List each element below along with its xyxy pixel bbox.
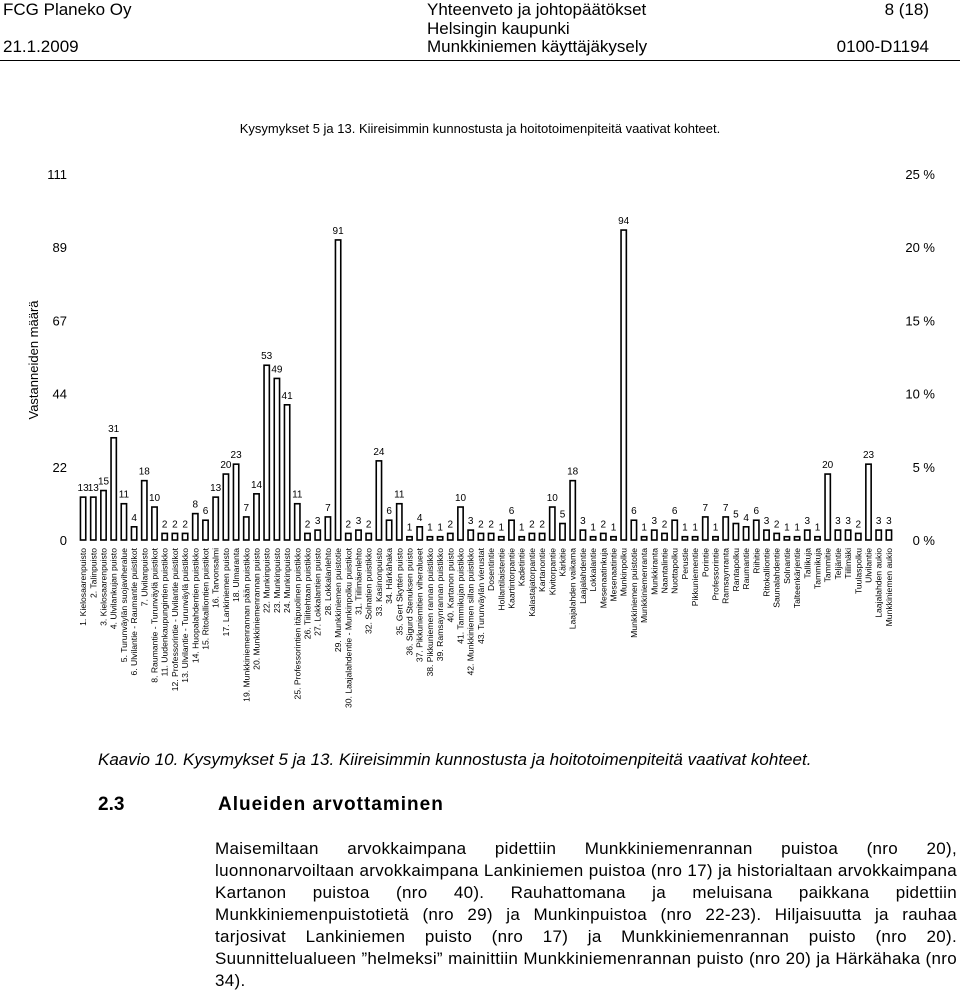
x-tick-label: 19. Munkkiniemenrannan pään puistikko [241,548,252,702]
x-tick-label: Tuulaspolku [853,548,864,595]
x-tick-label: 18. Ulmaranta [231,548,242,602]
x-tick-label: 7. Ulvilanpuisto [139,548,150,607]
bar-value-label: 24 [373,446,385,458]
x-tick-label: 32. Solnatien puistikko [363,548,374,634]
y2-tick-label: 5 % [912,459,935,475]
x-tick-label: Tiilimäki [843,548,854,579]
bar [203,520,208,540]
x-tick-label: Munkinpolku [618,548,629,597]
bar-value-label: 20 [220,460,232,472]
y-tick-label: 111 [47,167,67,182]
bar-value-label: 2 [855,519,862,531]
x-tick-label: Mesenaatintie [608,548,619,602]
bar-value-label: 2 [529,519,535,531]
x-tick-label: 27. Lokkalantien puisto [312,548,323,636]
bar [835,530,840,540]
x-tick-label: Saunalahdentie [771,548,782,608]
bar [794,537,799,540]
bar [550,507,555,540]
bar-value-label: 6 [753,506,760,518]
x-tick-label: 13. Ulvilantie - Turunväylä puistikko [180,548,191,683]
bar-value-label: 3 [355,516,362,528]
y2-tick-label: 20 % [905,240,935,256]
x-tick-label: 8. Raumantie - Turunväylä puistikot [149,548,160,683]
bar-value-label: 91 [332,225,344,237]
x-tick-label: Kivitorpantie [547,548,558,596]
x-tick-label: Kalastajatorpantie [526,548,537,617]
x-tick-label: Munkkiniemen puistotie [628,548,639,638]
bar [448,533,453,540]
bar-value-label: 2 [773,519,780,531]
bar-value-label: 15 [97,476,110,488]
bar [825,474,830,540]
bar [866,464,871,540]
bar-value-label: 6 [631,506,637,518]
bar-value-label: 2 [600,519,607,531]
bar [397,504,402,540]
x-tick-label: 39. Ramsaynrannan puistikko [435,548,446,662]
bar-value-label: 11 [118,489,130,501]
x-tick-label: 43. Turunväylän vierustat [475,548,486,645]
bar [376,461,381,540]
bars [77,230,891,540]
bar [784,537,789,540]
x-tick-label: Laajalahdentie [577,548,588,604]
x-tick-label: 33. Kasinonpuisto [373,548,384,617]
x-tick-label: Kartanontie [537,548,548,592]
bar-value-label: 3 [467,516,474,528]
x-tick-label: Raumantie [741,548,752,590]
bar [468,530,473,540]
bar-value-label: 10 [148,493,161,505]
bar [152,507,157,540]
bar [815,537,820,540]
bar [284,405,289,540]
bar-value-label: 2 [304,519,311,531]
y-tick-label: 67 [52,313,67,329]
bar [723,517,728,540]
bar [417,527,422,540]
bar [652,530,657,540]
bar [499,537,504,540]
x-tick-label: Lokkalantie [588,548,599,592]
bar [845,530,850,540]
bar-value-label: 2 [182,519,188,531]
bar-value-label: 6 [386,506,392,518]
bar [611,537,616,540]
bar [325,517,330,540]
x-tick-label: Laajalahden aukio [873,548,884,618]
bar [458,507,463,540]
bar [529,533,534,540]
x-tick-label: 11. Uudenkaupungintien puistikko [159,548,170,677]
x-tick-label: 3. Kielosaarenpuisto [98,548,109,626]
x-tick-label: 20. Munkkiniemenrannan puisto [251,548,262,670]
bar [172,533,177,540]
bar-value-label: 13 [210,483,222,495]
bar-value-label: 41 [281,390,293,402]
bar [274,378,279,540]
bar-value-label: 4 [416,512,423,524]
x-tick-label: Hollantilaistentie [496,548,507,611]
bar [601,533,606,540]
x-tick-label: Kaartintorpantie [506,548,517,609]
x-tick-label: 35. Gert Skyttén puisto [394,548,405,636]
bar [570,481,575,540]
bar [121,504,126,540]
bar-value-label: 20 [822,460,834,472]
bar-value-label: 5 [733,509,739,521]
header-company: FCG Planeko Oy [3,0,132,19]
x-tick-label: Riihitie [751,548,762,574]
bar-value-label: 1 [814,522,821,534]
chart-caption: Kaavio 10. Kysymykset 5 ja 13. Kiireisimmin kunnostusta ja hoitotoimenpiteitä vaativat kohteet. [98,750,812,769]
bar [315,530,320,540]
bar-value-label: 2 [661,519,668,531]
x-tick-label: Tammitie [822,548,833,583]
bar-value-label: 3 [763,516,770,528]
bar-value-label: 14 [250,479,263,491]
bar [131,527,136,540]
x-tick-label: 1. Kielosaarenpuisto [78,548,89,626]
bar-value-label: 3 [875,516,882,528]
y2-tick-label: 10 % [905,386,935,402]
x-tick-label: 22. Munkinpuisto [261,548,272,613]
bar [437,537,442,540]
bar [580,530,585,540]
bar-value-label: 94 [618,216,630,228]
bar [856,533,861,540]
bar-value-label: 1 [794,522,800,534]
bar-value-label: 1 [610,522,617,534]
bar-value-label: 1 [641,522,647,534]
bar-value-label: 13 [77,483,89,495]
bar [254,494,259,540]
bar-value-label: 2 [539,519,545,531]
bar [560,524,565,540]
bar [805,530,810,540]
bar-value-label: 2 [488,519,494,531]
x-tick-label: Naantalintie [659,548,670,594]
x-tick-label: Nuottapolku [669,548,680,594]
header-page: 8 (18) [884,0,929,19]
bar [754,520,759,540]
bar [386,520,391,540]
x-tick-label: Teljäntie [832,548,843,580]
bar-value-label: 6 [202,506,209,518]
bar-value-label: 7 [243,502,250,514]
x-tick-label: Dosentintie [486,548,497,591]
x-tick-label: Ulvilantie [863,548,874,583]
x-tick-label: 41. Tammikujan puistikko [455,548,466,644]
x-tick-label: 24. Munkinpuisto [282,548,293,613]
section-body: Maisemiltaan arvokkaimpana pidettiin Munkkiniemenrannan puistoa (nro 20), luonnonarvoiltaan arvokkaimpana Lankiniemen puistoa (nro 17) ja historialtaan arvokkaimpana Kartanon puistoa (nro 40). Rauhattomana ja meluisana paikkana pidettiin Munkkiniemenpuistotietä (nro 29) ja Munkinpuistoa (nro 22-23). Hiljaisuutta ja rauhaa tarjosivat Lankiniemen puisto (nro 17) ja Munkkiniemenrannan puisto (nro 20). Suunnittelualueen ”helmeksi” mainittiin Munkkiniemenrannan puisto (nro 20) ja Härkähaka (nro 34). [215,839,957,990]
bar-value-label: 7 [722,502,729,514]
x-tick-label: 2. Talinpuisto [88,548,99,599]
x-tick-label: 29. Munkkiniemen puistotie [333,548,344,653]
bar-value-label: 3 [845,516,851,528]
x-tick-label: 12. Professorintie - Ulvilantie puistikot [169,548,180,692]
bar [743,527,748,540]
bar-value-label: 11 [292,489,303,501]
bar-value-label: 1 [692,522,698,534]
bar-value-label: 8 [192,499,199,511]
bar-value-label: 2 [365,519,372,531]
bar [764,530,769,540]
header-doc-title: Yhteenveto ja johtopäätökset [427,0,647,19]
bar [233,464,238,540]
x-axis-labels [78,547,894,708]
header-client: Helsingin kaupunki [427,19,570,38]
bar [142,481,147,540]
bar [662,533,667,540]
x-tick-label: Talteenkärjentie [792,548,803,609]
bar [213,497,218,540]
x-tick-label: Perustie [679,548,690,580]
x-tick-label: 15. Ritokalliontien puistikot [200,548,211,650]
bar-value-label: 10 [454,493,467,505]
x-tick-label: 16. Tarvonsalmi [210,548,221,609]
x-tick-label: 36. Sigurd Stenuksen puisto [404,548,415,656]
bar [305,533,310,540]
bar-value-label: 1 [590,522,596,534]
bar [162,533,167,540]
x-tick-label: Solnantie [781,548,792,584]
x-tick-label: 14. Huopalahdentien puistikko [190,548,201,664]
x-tick-label: Munkkiniemen aukio [883,548,894,627]
bar [111,438,116,540]
bar-value-label: 4 [743,512,749,524]
bar-value-label: 23 [862,450,875,462]
x-tick-label: 40. Kartanon puisto [445,548,456,623]
section-number: 2.3 [98,794,125,815]
header-rule [0,60,960,61]
y2-tick-label: 15 % [905,313,935,329]
bar [621,230,626,540]
bar [733,524,738,540]
bar [264,365,269,540]
x-tick-label: Munkkiniemenranta [639,548,650,623]
bar [356,530,361,540]
bar-value-label: 11 [394,489,405,501]
x-tick-label: 34. Härkähaka [384,548,395,604]
x-tick-label: 23. Munkinpuisto [271,548,282,613]
bar-value-label: 31 [108,423,120,435]
bar [101,491,106,540]
bar [590,537,595,540]
section-title: Alueiden arvottaminen [218,794,444,815]
x-tick-label: Tammikuja [812,548,823,590]
y-axis-label: Vastanneiden määrä [26,300,41,420]
x-tick-label: Tallikuja [802,548,813,579]
x-tick-label: Kärkitie [557,548,568,577]
bar-value-label: 7 [702,502,709,514]
header-code: 0100-D1194 [836,37,929,56]
bar [519,537,524,540]
bar-value-label: 3 [804,516,811,528]
bar-value-label: 2 [478,519,484,531]
bar [478,533,483,540]
x-tick-label: 28. Lokkalanlehto [322,548,333,616]
bar [539,533,544,540]
bar-value-label: 2 [447,519,454,531]
x-tick-label: 5. Turunväylän suojaviheralue [118,548,129,663]
bar [876,530,881,540]
x-tick-label: 38. Pikkuniemen rannan puistikko [424,548,435,677]
bar [774,533,779,540]
bar-value-label: 3 [580,516,586,528]
x-tick-label: Porintie [700,548,711,578]
header-project: Munkkiniemen käyttäjäkysely [427,37,648,56]
bar-value-label: 1 [784,522,790,534]
bar [692,537,697,540]
bar-value-label: 49 [271,364,283,376]
x-tick-label: 31. Tiilimäenlehto [353,548,364,615]
x-tick-label: 30. Laajalahdentie - Munkinpolku puistikot [343,548,354,709]
bar-value-label: 23 [230,450,242,462]
bar [295,504,300,540]
y-tick-label: 44 [52,386,67,402]
bar-value-label: 3 [314,516,321,528]
chart-title: Kysymykset 5 ja 13. Kiireisimmin kunnostusta ja hoitotoimenpiteitä vaativat kohteet. [239,121,721,136]
bar-value-label: 18 [138,466,150,478]
bar-value-label: 1 [406,522,413,534]
bar-value-label: 5 [559,509,566,521]
y2-axis-ticks [905,167,935,548]
bar [427,537,432,540]
bar-value-label: 2 [161,519,168,531]
bar-value-label: 18 [567,466,579,478]
bar [91,497,96,540]
x-tick-label: 25. Professorintien itäpuolinen puistikko [292,548,303,700]
bar-value-label: 13 [87,483,99,495]
x-tick-label: 26. Tiilitehtaan puistikko [302,548,313,640]
bar-value-label: 3 [835,516,841,528]
x-tick-label: 6. Ulvilantie - Raumantie puistikot [129,548,140,676]
x-tick-label: Rantapolku [730,548,741,592]
bar [713,537,718,540]
bar-value-label: 6 [508,506,515,518]
x-tick-label: Munkkiranta [649,548,660,595]
bar-value-label: 53 [261,351,273,363]
bar-value-label: 1 [427,522,433,534]
x-tick-label: 42. Munkkiniemen sillan puistikko [465,548,476,676]
bar [488,533,493,540]
bar [346,533,351,540]
bar-chart [0,140,960,740]
bar-value-label: 2 [345,519,352,531]
bar [223,474,228,540]
bar-value-label: 1 [498,522,505,534]
bar [703,517,708,540]
bar [682,537,687,540]
x-tick-label: 4. Ulvilankujan puisto [108,548,119,630]
bar [182,533,187,540]
bar [244,517,249,540]
bar [631,520,636,540]
x-tick-label: Laajalahden vaikama [567,548,578,630]
x-tick-label: Ritokalliontie [761,548,772,597]
y-tick-label: 0 [59,533,67,548]
bar [641,537,646,540]
bar-value-label: 4 [131,512,137,524]
y2-tick-label: 0 % [912,533,935,548]
x-tick-label: Professorintie [710,548,721,601]
bar [193,514,198,540]
x-tick-label: Mesenaatinkuja [598,548,609,609]
bar-value-label: 1 [518,522,525,534]
bar-value-label: 3 [886,516,892,528]
y2-tick-label: 25 % [905,167,935,182]
header-date: 21.1.2009 [3,37,79,56]
y-axis-ticks [47,167,67,548]
y-tick-label: 22 [52,459,67,475]
x-tick-label: 37. Pikkuniemitien viheralueet [414,548,425,663]
bar [335,240,340,540]
x-tick-label: Kadetintie [516,548,527,587]
bar-value-label: 1 [712,522,719,534]
y-tick-label: 89 [52,240,67,256]
data-labels [78,216,893,534]
bar-value-label: 3 [651,516,658,528]
bar-value-label: 7 [325,502,331,514]
bar [886,530,891,540]
bar-value-label: 2 [172,519,178,531]
bar [366,533,371,540]
bar [672,520,677,540]
x-tick-label: 17. Lankiniemen puisto [220,548,231,637]
bar [407,537,412,540]
bar-value-label: 1 [682,522,688,534]
bar [509,520,514,540]
bar-value-label: 1 [437,522,443,534]
bar-value-label: 10 [546,493,558,505]
bar-value-label: 6 [671,506,678,518]
bar [80,497,85,540]
x-tick-label: Pikkuniementie [690,548,701,607]
x-tick-label: Ramsaynranta [720,548,731,604]
